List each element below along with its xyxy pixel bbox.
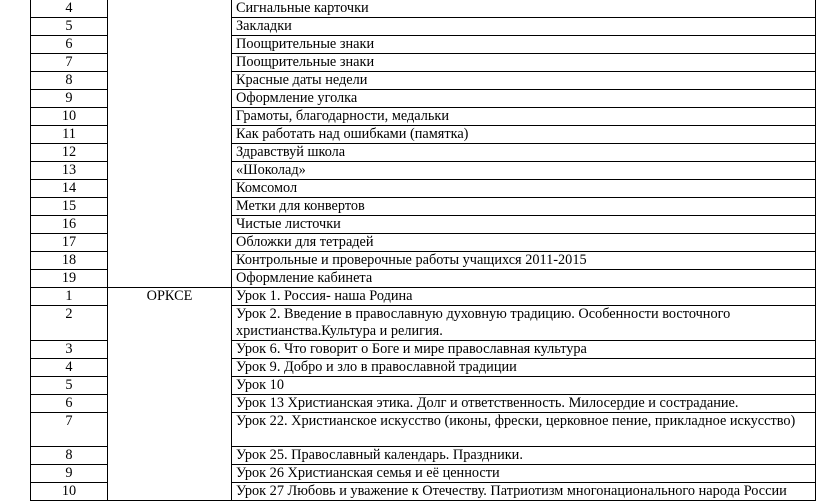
topic-cell: Как работать над ошибками (памятка) bbox=[232, 126, 816, 144]
row-number: 2 bbox=[31, 306, 108, 341]
row-number: 7 bbox=[31, 413, 108, 447]
row-number: 18 bbox=[31, 252, 108, 270]
row-number: 5 bbox=[31, 18, 108, 36]
row-number: 16 bbox=[31, 216, 108, 234]
row-number: 3 bbox=[31, 341, 108, 359]
row-number: 19 bbox=[31, 270, 108, 288]
topic-cell: Урок 27 Любовь и уважение к Отечеству. Патриотизм многонационального народа России bbox=[232, 483, 816, 501]
row-number: 13 bbox=[31, 162, 108, 180]
table-row bbox=[31, 288, 816, 306]
topic-cell: Закладки bbox=[232, 18, 816, 36]
row-number: 17 bbox=[31, 234, 108, 252]
topic-cell: Оформление уголка bbox=[232, 90, 816, 108]
row-number: 15 bbox=[31, 198, 108, 216]
subject-cell bbox=[108, 0, 232, 288]
row-number: 1 bbox=[31, 288, 108, 306]
topic-cell: Урок 2. Введение в православную духовную традицию. Особенности восточного христианства.Культура и религия. bbox=[232, 306, 816, 341]
topic-cell: Метки для конвертов bbox=[232, 198, 816, 216]
row-number: 4 bbox=[31, 359, 108, 377]
topic-cell: Оформление кабинета bbox=[232, 270, 816, 288]
row-number: 9 bbox=[31, 90, 108, 108]
topic-cell: Здравствуй школа bbox=[232, 144, 816, 162]
row-number: 8 bbox=[31, 72, 108, 90]
row-number: 6 bbox=[31, 395, 108, 413]
topic-cell: Чистые листочки bbox=[232, 216, 816, 234]
row-number: 5 bbox=[31, 377, 108, 395]
topic-cell: Контрольные и проверочные работы учащихся 2011-2015 bbox=[232, 252, 816, 270]
topic-cell: Поощрительные знаки bbox=[232, 54, 816, 72]
topic-cell: Комсомол bbox=[232, 180, 816, 198]
row-number: 8 bbox=[31, 447, 108, 465]
row-number: 9 bbox=[31, 465, 108, 483]
subject-cell-orkse: ОРКСЕ bbox=[108, 288, 232, 501]
topic-cell: Обложки для тетрадей bbox=[232, 234, 816, 252]
topic-cell: Сигнальные карточки bbox=[232, 0, 816, 18]
row-number: 11 bbox=[31, 126, 108, 144]
row-number: 14 bbox=[31, 180, 108, 198]
topic-cell: Урок 22. Христианское искусство (иконы, фрески, церковное пение, прикладное искусство) bbox=[232, 413, 816, 447]
topic-cell: Урок 6. Что говорит о Боге и мире православная культура bbox=[232, 341, 816, 359]
row-number: 10 bbox=[31, 108, 108, 126]
topic-cell: Урок 9. Добро и зло в православной традиции bbox=[232, 359, 816, 377]
topic-cell: Урок 26 Христианская семья и её ценности bbox=[232, 465, 816, 483]
topic-cell: Урок 1. Россия- наша Родина bbox=[232, 288, 816, 306]
row-number: 10 bbox=[31, 483, 108, 501]
table-row bbox=[31, 0, 816, 18]
topic-cell: Урок 10 bbox=[232, 377, 816, 395]
topic-cell: «Шоколад» bbox=[232, 162, 816, 180]
row-number: 4 bbox=[31, 0, 108, 18]
topic-cell: Поощрительные знаки bbox=[232, 36, 816, 54]
topic-cell: Урок 25. Православный календарь. Праздники. bbox=[232, 447, 816, 465]
row-number: 6 bbox=[31, 36, 108, 54]
row-number: 7 bbox=[31, 54, 108, 72]
topic-cell: Грамоты, благодарности, медальки bbox=[232, 108, 816, 126]
lessons-table bbox=[30, 0, 816, 501]
topic-cell: Урок 13 Христианская этика. Долг и ответственность. Милосердие и сострадание. bbox=[232, 395, 816, 413]
topic-cell: Красные даты недели bbox=[232, 72, 816, 90]
row-number: 12 bbox=[31, 144, 108, 162]
